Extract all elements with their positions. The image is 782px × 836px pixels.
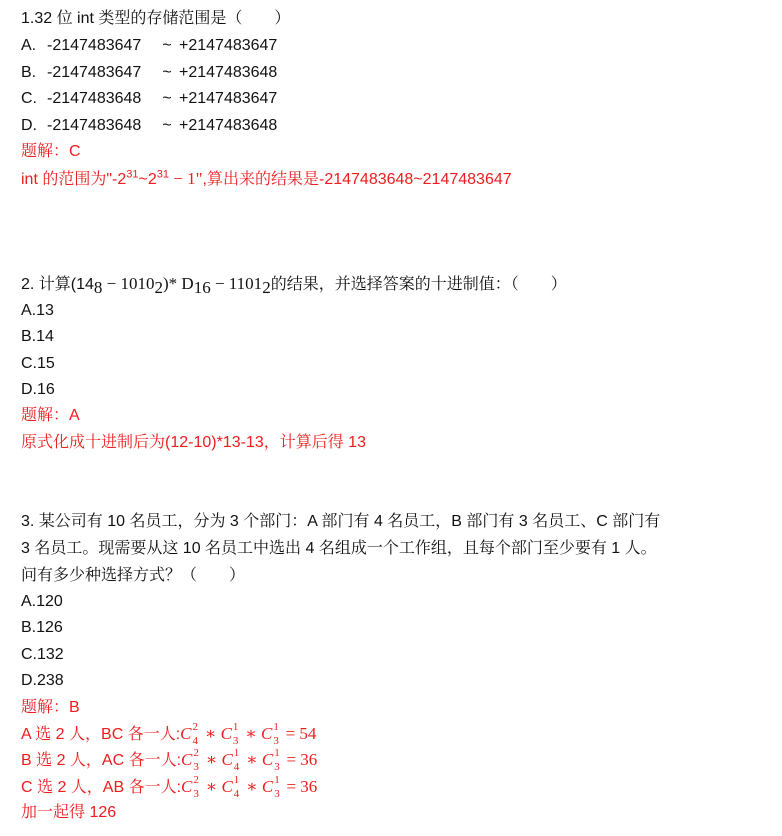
option-low: -2147483647 [47,37,142,54]
q3-case-a [21,720,317,747]
times-symbol: ∗ [200,724,221,743]
exponent: 31 [156,168,170,181]
q1-option-c [21,88,277,110]
option-tilde: ~ [162,117,172,134]
combination-sub: 3 [274,760,280,773]
q2-option-b: B.14 [21,328,54,345]
combination-sup: 1 [274,773,280,786]
q3-text-line-2: 3 名员工。现需要从这 10 名员工中选出 4 名组成一个工作组，且每个部门至少要有 1 人。 [21,540,657,557]
times-symbol: ∗ [240,724,261,743]
q3-total: 加一起得 126 [21,804,117,821]
q3-text-line-3: 问有多少种选择方式？（ ） [21,567,246,584]
option-low: -2147483648 [47,90,142,107]
q2-explanation: 原式化成十进制后为(12-10)*13-13，计算后得 13 [21,434,366,451]
combination-sup: 2 [193,773,199,786]
q2-title [21,273,567,296]
title-text: 的结果，并选择答案的十进制值：（ ） [270,276,567,293]
explain-math: − 1" [169,169,203,188]
case-prefix: A 选 2 人，BC 各一人: [21,726,181,743]
q1-option-d [21,115,277,137]
option-label: C. [21,90,37,107]
combination-sup: 1 [233,773,240,786]
times-symbol: ∗ [201,777,222,796]
combination-sup: 1 [273,720,279,733]
combination-symbol: C [180,724,192,743]
option-tilde: ~ [162,64,172,81]
combination-symbol: C [221,750,233,769]
option-label: A. [21,37,37,54]
combination-sup: 2 [193,746,199,759]
explain-text: ,算出来的结果是-2147483648~2147483647 [202,171,512,188]
case-result: = 36 [282,750,318,769]
combination-symbol: C [221,777,233,796]
base-subscript: 2 [262,278,271,298]
q1-explanation [21,168,512,191]
q1-option-a [21,35,277,57]
combination-sub: 3 [193,787,199,800]
option-high: +2147483648 [179,117,278,134]
case-result: = 54 [281,724,317,743]
q2-option-c: C.15 [21,355,55,372]
q3-case-b [21,746,318,773]
q3-option-b: B.126 [21,619,63,636]
option-low: -2147483647 [47,64,142,81]
combination-symbol: C [261,777,274,796]
combination-sub: 3 [274,787,280,800]
option-low: -2147483648 [47,117,142,134]
q2-option-d: D.16 [21,381,55,398]
combination-symbol: C [181,777,193,796]
q2-option-a: A.13 [21,302,54,319]
option-label: D. [21,117,37,134]
case-result: = 36 [282,777,318,796]
case-prefix: B 选 2 人，AC 各一人: [21,752,182,769]
q3-option-c: C.132 [21,646,64,663]
combination-sub: 3 [232,734,239,747]
title-math: )* D [163,274,194,293]
title-math: − 1101 [210,274,263,293]
explain-text: ~2 [138,171,157,188]
q1-title: 1.32 位 int 类型的存储范围是（ ） [21,10,291,27]
option-high: +2147483648 [179,64,278,81]
q1-option-b [21,62,277,84]
combination-symbol: C [261,750,274,769]
q3-case-c [21,773,318,800]
option-label: B. [21,64,37,81]
option-tilde: ~ [162,37,172,54]
explain-text: int 的范围为"-2 [21,171,127,188]
times-symbol: ∗ [201,750,222,769]
q3-answer: 题解：B [21,699,80,716]
q2-answer: 题解：A [21,407,80,424]
combination-sup: 1 [274,746,280,759]
q3-option-d: D.238 [21,672,64,689]
q3-option-a: A.120 [21,593,63,610]
option-tilde: ~ [162,90,172,107]
option-high: +2147483647 [179,37,278,54]
combination-symbol: C [220,724,232,743]
combination-sub: 4 [192,734,198,747]
combination-sub: 3 [193,760,199,773]
combination-sup: 1 [232,720,239,733]
times-symbol: ∗ [241,750,262,769]
option-high: +2147483647 [179,90,278,107]
case-prefix: C 选 2 人，AB 各一人: [21,779,182,796]
times-symbol: ∗ [241,777,262,796]
base-subscript: 2 [154,278,164,298]
combination-sup: 2 [192,720,198,733]
combination-symbol: C [260,724,273,743]
title-math: − 1010 [102,274,155,293]
combination-symbol: C [181,750,193,769]
combination-sub: 3 [273,734,279,747]
q3-text-line-1: 3. 某公司有 10 名员工，分为 3 个部门：A 部门有 4 名员工，B 部门有 3 名员工、C 部门有 [21,513,661,530]
base-subscript: 16 [193,278,211,298]
title-text: 2. 计算(14 [21,276,94,293]
combination-sup: 1 [233,746,240,759]
exponent: 31 [126,168,139,181]
base-subscript: 8 [93,278,103,298]
q1-answer: 题解：C [21,143,81,160]
combination-sub: 4 [233,760,240,773]
combination-sub: 4 [233,787,240,800]
